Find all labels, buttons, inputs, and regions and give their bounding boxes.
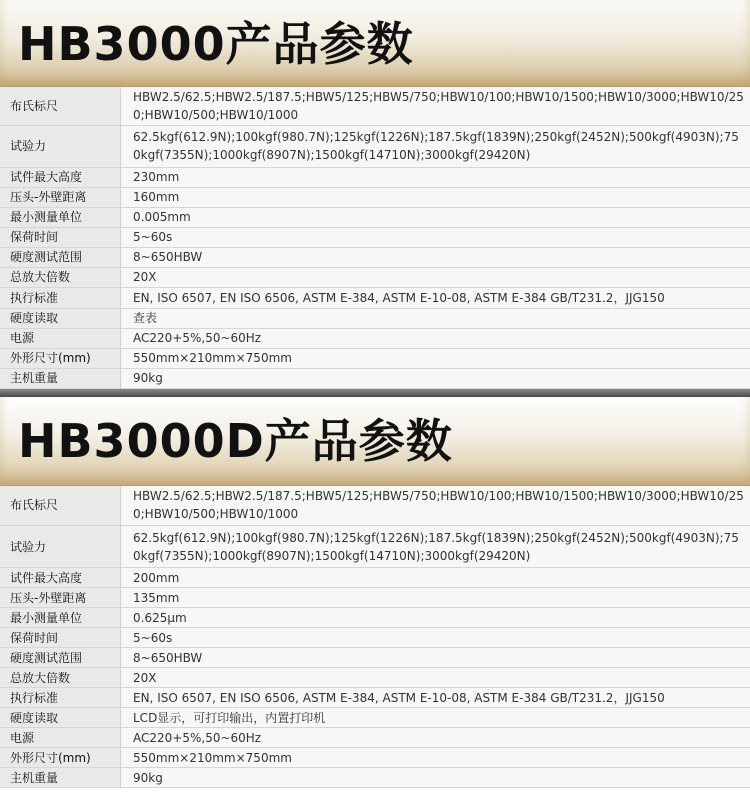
row-label: 试件最大高度: [0, 167, 121, 187]
row-value: 0.005mm: [121, 207, 750, 227]
row-value: 160mm: [121, 187, 750, 207]
table-row: [0, 125, 750, 167]
row-label: 执行标准: [0, 287, 121, 308]
row-value: AC220+5%,50~60Hz: [121, 328, 750, 348]
spec-section-hb3000: [0, 0, 750, 389]
row-label: 电源: [0, 328, 121, 348]
row-label: 最小测量单位: [0, 608, 121, 628]
row-label: 执行标准: [0, 688, 121, 708]
section-divider: [0, 389, 750, 397]
row-label: 压头-外壁距离: [0, 187, 121, 207]
row-value: 62.5kgf(612.9N);100kgf(980.7N);125kgf(1226N);187.5kgf(1839N);250kgf(2452N);500kgf(4903N);750kgf(7355N);1000kgf(8907N);1500kgf(14710N);3000kgf(29420N): [121, 526, 750, 568]
section-title: HB3000D产品参数: [18, 413, 453, 468]
row-label: 硬度测试范围: [0, 247, 121, 267]
table-row: [0, 688, 750, 708]
row-value: 20X: [121, 668, 750, 688]
section-title: HB3000产品参数: [18, 17, 414, 71]
table-row: [0, 668, 750, 688]
row-label: 试验力: [0, 526, 121, 568]
row-value: HBW2.5/62.5;HBW2.5/187.5;HBW5/125;HBW5/750;HBW10/100;HBW10/1500;HBW10/3000;HBW10/250;HBW10/500;HBW10/1000: [121, 486, 750, 526]
table-row: [0, 708, 750, 728]
row-label: 总放大倍数: [0, 267, 121, 287]
table-row: [0, 648, 750, 668]
table-row: [0, 526, 750, 568]
table-row: [0, 308, 750, 328]
row-value: 20X: [121, 267, 750, 287]
table-row: [0, 87, 750, 125]
table-row: [0, 247, 750, 267]
row-label: 硬度读取: [0, 308, 121, 328]
row-value: EN, ISO 6507, EN ISO 6506, ASTM E-384, ASTM E-10-08, ASTM E-384 GB/T231.2，JJG150: [121, 287, 750, 308]
row-label: 试验力: [0, 125, 121, 167]
row-label: 试件最大高度: [0, 568, 121, 588]
table-row: [0, 167, 750, 187]
table-row: [0, 187, 750, 207]
table-row: [0, 728, 750, 748]
spec-table: [0, 486, 750, 789]
row-value: 62.5kgf(612.9N);100kgf(980.7N);125kgf(1226N);187.5kgf(1839N);250kgf(2452N);500kgf(4903N);750kgf(7355N);1000kgf(8907N);1500kgf(14710N);3000kgf(29420N): [121, 125, 750, 167]
section-banner: [0, 0, 750, 87]
table-row: [0, 608, 750, 628]
table-row: [0, 748, 750, 768]
table-row: [0, 348, 750, 368]
row-value: AC220+5%,50~60Hz: [121, 728, 750, 748]
row-value: 8~650HBW: [121, 648, 750, 668]
row-label: 主机重量: [0, 768, 121, 788]
table-row: [0, 768, 750, 788]
row-value: 550mm×210mm×750mm: [121, 348, 750, 368]
row-value: HBW2.5/62.5;HBW2.5/187.5;HBW5/125;HBW5/750;HBW10/100;HBW10/1500;HBW10/3000;HBW10/250;HBW10/500;HBW10/1000: [121, 87, 750, 125]
table-row: [0, 588, 750, 608]
table-row: [0, 328, 750, 348]
row-label: 外形尺寸(mm): [0, 348, 121, 368]
row-label: 外形尺寸(mm): [0, 748, 121, 768]
table-row: [0, 368, 750, 388]
row-value: 550mm×210mm×750mm: [121, 748, 750, 768]
row-value: 90kg: [121, 768, 750, 788]
table-row: [0, 628, 750, 648]
row-value: 0.625μm: [121, 608, 750, 628]
row-value: 8~650HBW: [121, 247, 750, 267]
row-value: 查表: [121, 308, 750, 328]
table-row: [0, 287, 750, 308]
table-row: [0, 568, 750, 588]
spec-section-hb3000d: [0, 397, 750, 789]
row-value: LCD显示，可打印输出，内置打印机: [121, 708, 750, 728]
row-label: 布氏标尺: [0, 486, 121, 526]
section-banner: [0, 397, 750, 486]
row-value: 200mm: [121, 568, 750, 588]
table-row: [0, 486, 750, 526]
row-value: 230mm: [121, 167, 750, 187]
table-row: [0, 267, 750, 287]
row-value: 135mm: [121, 588, 750, 608]
row-label: 保荷时间: [0, 227, 121, 247]
row-label: 总放大倍数: [0, 668, 121, 688]
row-label: 主机重量: [0, 368, 121, 388]
row-label: 电源: [0, 728, 121, 748]
row-value: EN, ISO 6507, EN ISO 6506, ASTM E-384, ASTM E-10-08, ASTM E-384 GB/T231.2，JJG150: [121, 688, 750, 708]
row-label: 硬度读取: [0, 708, 121, 728]
row-value: 90kg: [121, 368, 750, 388]
spec-table: [0, 87, 750, 389]
row-label: 最小测量单位: [0, 207, 121, 227]
table-row: [0, 227, 750, 247]
row-label: 布氏标尺: [0, 87, 121, 125]
row-value: 5~60s: [121, 628, 750, 648]
row-label: 压头-外壁距离: [0, 588, 121, 608]
row-label: 硬度测试范围: [0, 648, 121, 668]
row-label: 保荷时间: [0, 628, 121, 648]
row-value: 5~60s: [121, 227, 750, 247]
table-row: [0, 207, 750, 227]
